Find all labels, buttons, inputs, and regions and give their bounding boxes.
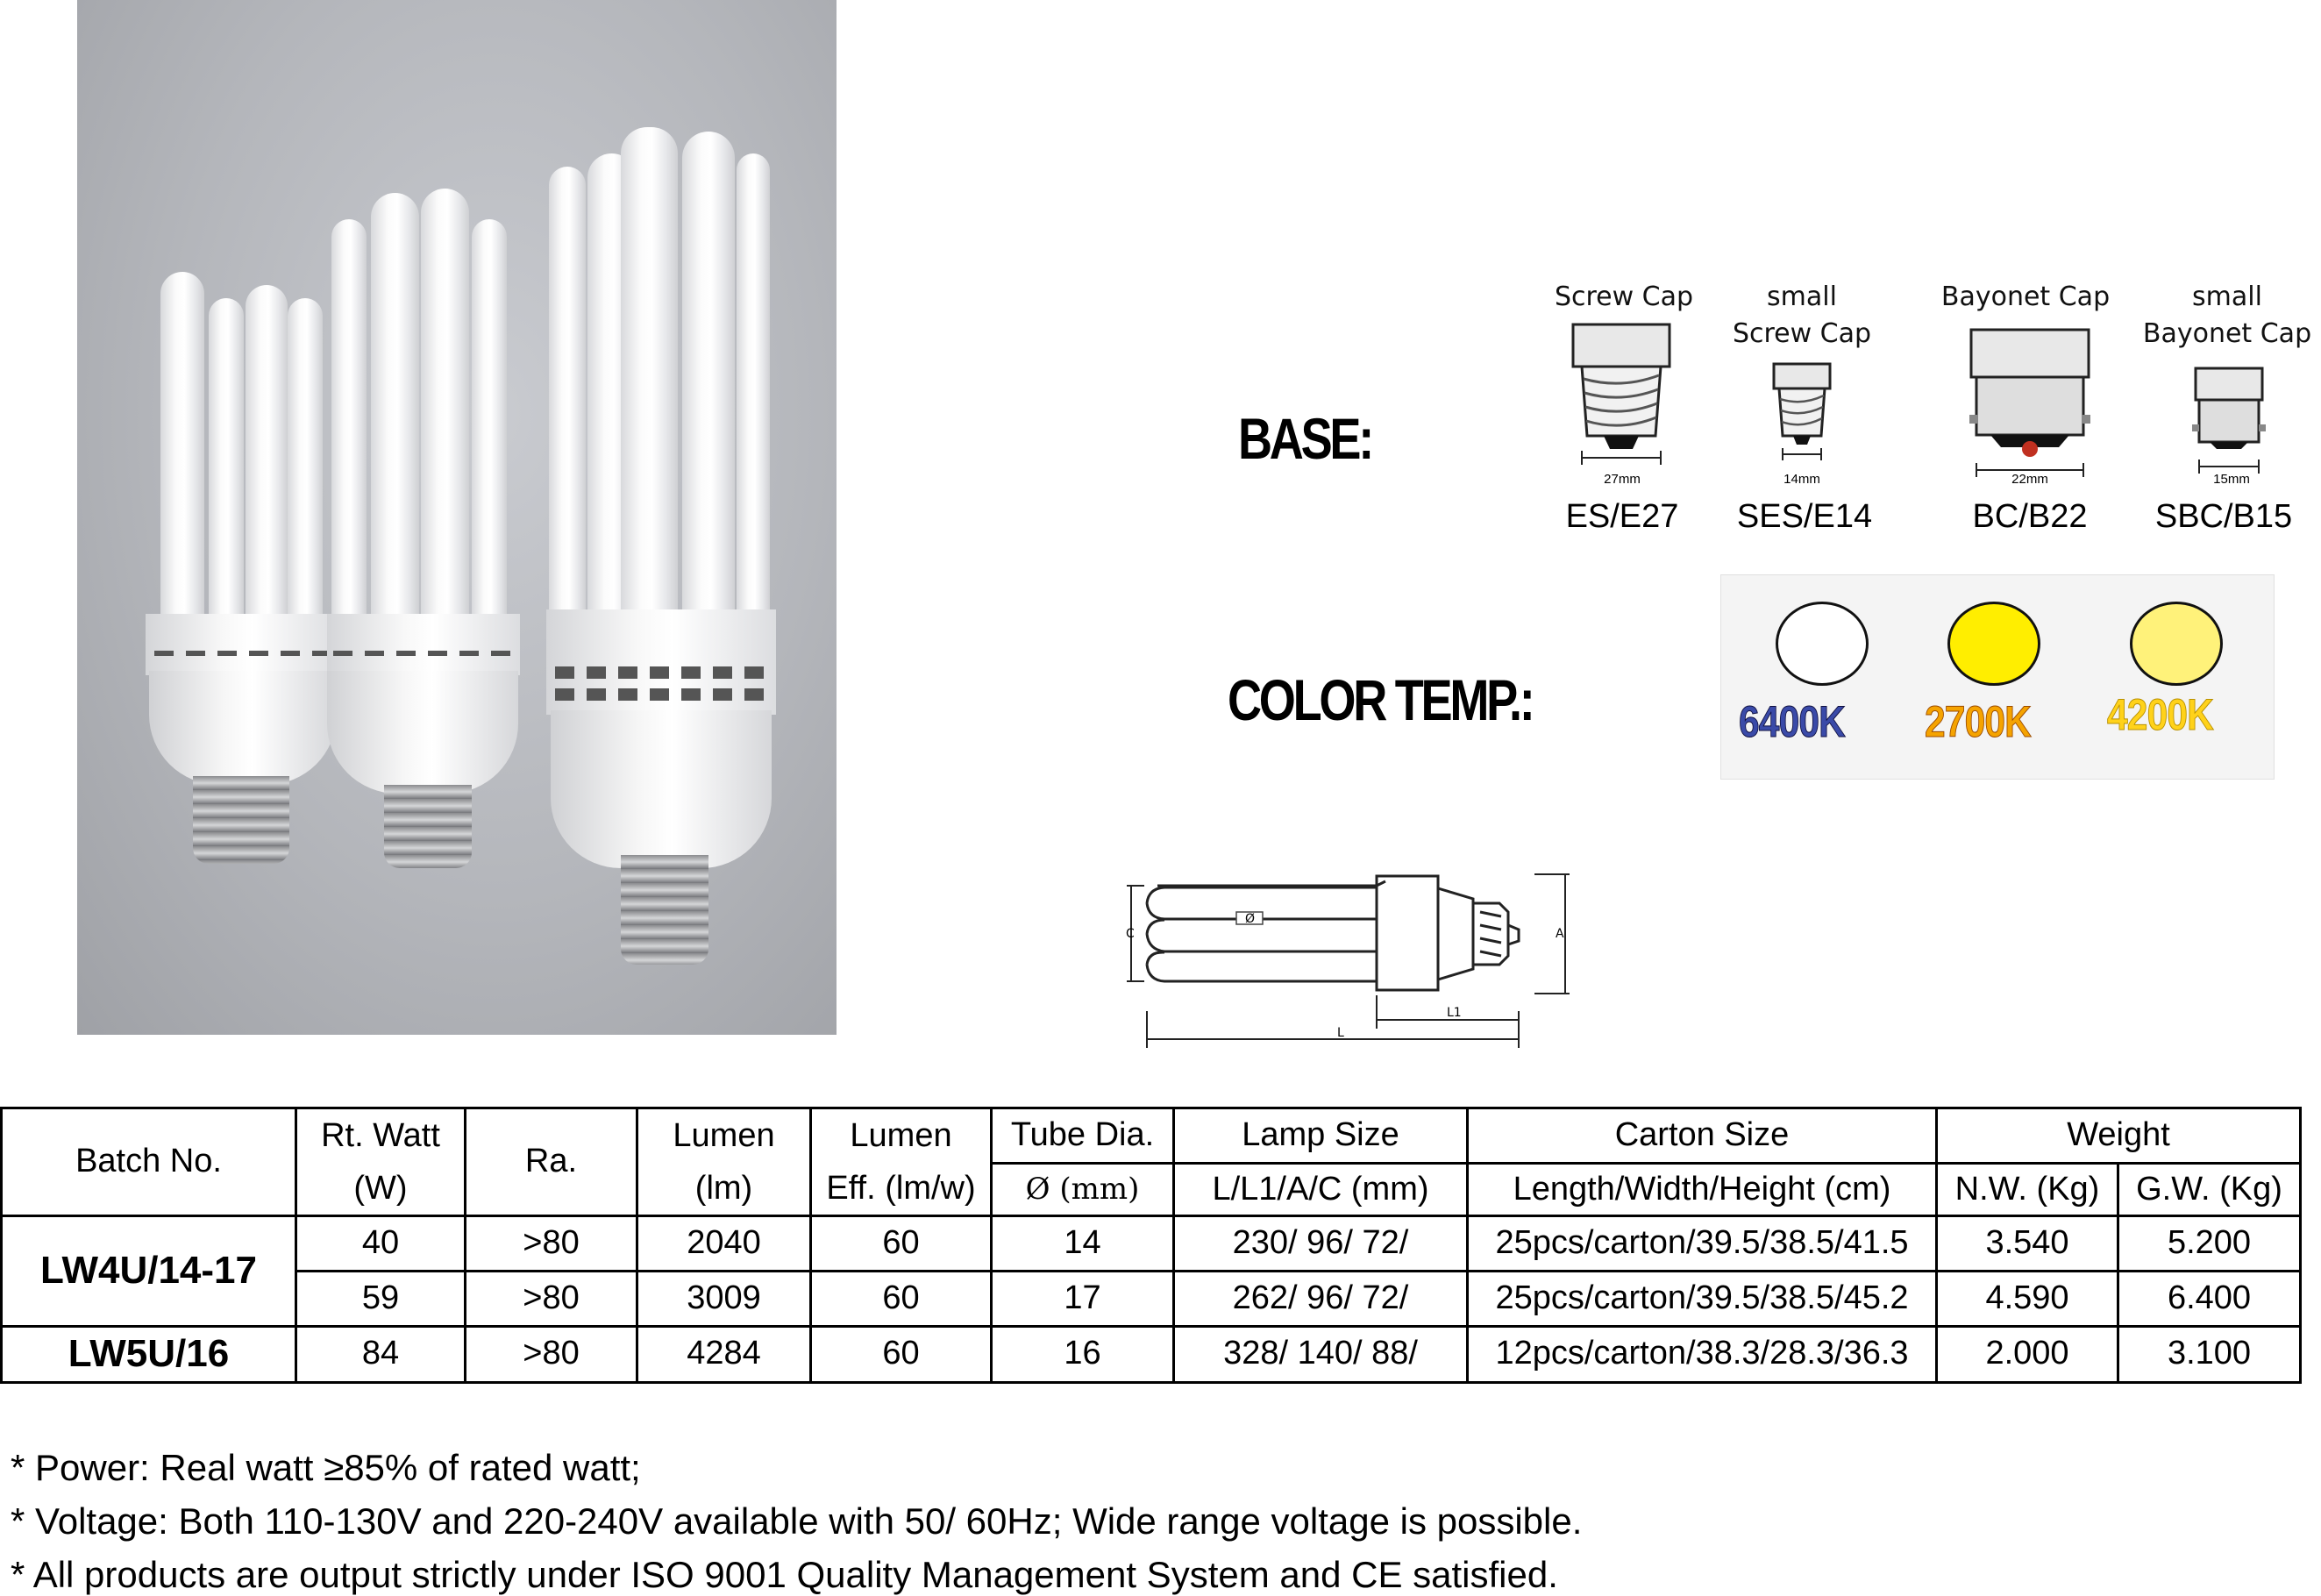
cell-gw: 3.100 bbox=[2118, 1326, 2301, 1383]
col-watt-unit: (W) bbox=[296, 1164, 466, 1215]
cap-size: 22mm bbox=[2011, 472, 2048, 487]
cell-lamp: 262/ 96/ 72/ bbox=[1174, 1272, 1468, 1326]
table-row bbox=[2, 1326, 2301, 1383]
cell-watt: 84 bbox=[296, 1326, 466, 1383]
cell-ra: >80 bbox=[466, 1272, 637, 1326]
cell-tube: 14 bbox=[992, 1215, 1174, 1271]
cell-watt: 40 bbox=[296, 1215, 466, 1271]
col-carton-unit: Length/Width/Height (cm) bbox=[1468, 1164, 1937, 1215]
col-weight: Weight bbox=[1937, 1108, 2301, 1164]
cap-sbc-b15 bbox=[2131, 279, 2321, 353]
note-voltage: * Voltage: Both 110-130V and 220-240V available with 50/ 60Hz; Wide range voltage is possible. bbox=[11, 1500, 1583, 1542]
cap-name-line2: Screw Cap bbox=[1732, 318, 1872, 349]
col-lumen-unit: (lm) bbox=[637, 1164, 811, 1215]
diagram-l1-label: L1 bbox=[1447, 1006, 1462, 1020]
cell-lumen: 4284 bbox=[637, 1326, 811, 1383]
screw-cap-icon bbox=[1564, 317, 1678, 493]
cell-eff: 60 bbox=[811, 1272, 992, 1326]
header-row-2 bbox=[2, 1164, 2301, 1215]
diagram-c-label: C bbox=[1126, 927, 1135, 941]
cap-code: BC/B22 bbox=[1972, 498, 2088, 535]
color-circle-4200k-icon bbox=[2130, 602, 2223, 686]
diagram-a-label: A bbox=[1556, 927, 1564, 941]
col-gw: G.W. (Kg) bbox=[2118, 1164, 2301, 1215]
cell-carton: 12pcs/carton/38.3/28.3/36.3 bbox=[1468, 1326, 1937, 1383]
cap-ses-e14 bbox=[1705, 279, 1898, 353]
cap-name-line1: small bbox=[2192, 281, 2262, 312]
cell-nw: 2.000 bbox=[1937, 1326, 2118, 1383]
cap-es-e27 bbox=[1527, 279, 1720, 316]
base-label: BASE: bbox=[1238, 406, 1371, 471]
cell-eff: 60 bbox=[811, 1215, 992, 1271]
color-circle-6400k-icon bbox=[1776, 602, 1869, 686]
lamp-dimension-diagram bbox=[1122, 864, 1578, 1061]
cell-lumen: 3009 bbox=[637, 1272, 811, 1326]
cell-ra: >80 bbox=[466, 1326, 637, 1383]
note-power: * Power: Real watt ≥85% of rated watt; bbox=[11, 1447, 641, 1488]
cell-nw: 4.590 bbox=[1937, 1272, 2118, 1326]
cap-bc-b22 bbox=[1929, 279, 2122, 316]
col-ra: Ra. bbox=[466, 1108, 637, 1216]
cell-ra: >80 bbox=[466, 1215, 637, 1271]
color-temp-6400k: 6400K bbox=[1739, 697, 1845, 746]
cap-size: 27mm bbox=[1604, 472, 1641, 487]
cell-nw: 3.540 bbox=[1937, 1215, 2118, 1271]
color-temp-label: COLOR TEMP.: bbox=[1228, 667, 1533, 732]
header-row-1 bbox=[2, 1108, 2301, 1164]
batch-cell: LW5U/16 bbox=[2, 1326, 296, 1383]
table-row bbox=[2, 1215, 2301, 1271]
cap-name-line1: small bbox=[1767, 281, 1837, 312]
cell-gw: 5.200 bbox=[2118, 1215, 2301, 1271]
cell-lamp: 230/ 96/ 72/ bbox=[1174, 1215, 1468, 1271]
color-temp-4200k: 4200K bbox=[2107, 690, 2213, 739]
cap-size: 15mm bbox=[2213, 472, 2250, 487]
cell-watt: 59 bbox=[296, 1272, 466, 1326]
cell-carton: 25pcs/carton/39.5/38.5/45.2 bbox=[1468, 1272, 1937, 1326]
cap-size: 14mm bbox=[1783, 472, 1820, 487]
col-eff-unit: Eff. (lm/w) bbox=[811, 1164, 992, 1215]
cell-lumen: 2040 bbox=[637, 1215, 811, 1271]
dia-label: Ø bbox=[1245, 912, 1256, 926]
cap-name-line2: Bayonet Cap bbox=[2142, 318, 2312, 349]
color-temp-panel bbox=[1720, 574, 2275, 780]
batch-cell: LW4U/14-17 bbox=[2, 1215, 296, 1326]
cap-code: SBC/B15 bbox=[2154, 498, 2293, 535]
cell-eff: 60 bbox=[811, 1326, 992, 1383]
col-lamp-unit: L/L1/A/C (mm) bbox=[1174, 1164, 1468, 1215]
product-photo bbox=[77, 0, 837, 1035]
color-circle-2700k-icon bbox=[1947, 602, 2040, 686]
cap-name: Bayonet Cap bbox=[1940, 281, 2111, 312]
col-tube: Tube Dia. bbox=[992, 1108, 1174, 1164]
col-nw: N.W. (Kg) bbox=[1937, 1164, 2118, 1215]
col-eff: Lumen bbox=[811, 1108, 992, 1164]
spec-table bbox=[0, 1107, 2302, 1384]
table-row bbox=[2, 1272, 2301, 1326]
cell-tube: 17 bbox=[992, 1272, 1174, 1326]
col-watt: Rt. Watt bbox=[296, 1108, 466, 1164]
col-lamp: Lamp Size bbox=[1174, 1108, 1468, 1164]
cell-carton: 25pcs/carton/39.5/38.5/41.5 bbox=[1468, 1215, 1937, 1271]
col-batch: Batch No. bbox=[2, 1108, 296, 1216]
diagram-l-label: L bbox=[1337, 1026, 1344, 1040]
col-carton: Carton Size bbox=[1468, 1108, 1937, 1164]
cell-lamp: 328/ 140/ 88/ bbox=[1174, 1326, 1468, 1383]
col-tube-unit: Ø (mm) bbox=[992, 1164, 1174, 1215]
cap-code: SES/E14 bbox=[1736, 498, 1873, 535]
cap-code: ES/E27 bbox=[1565, 498, 1679, 535]
color-temp-2700k: 2700K bbox=[1925, 697, 2031, 746]
cell-gw: 6.400 bbox=[2118, 1272, 2301, 1326]
cell-tube: 16 bbox=[992, 1326, 1174, 1383]
col-lumen: Lumen bbox=[637, 1108, 811, 1164]
note-quality: * All products are output strictly under ISO 9001 Quality Management System and CE satisfied. bbox=[11, 1554, 1558, 1595]
cap-name: Screw Cap bbox=[1554, 281, 1694, 312]
